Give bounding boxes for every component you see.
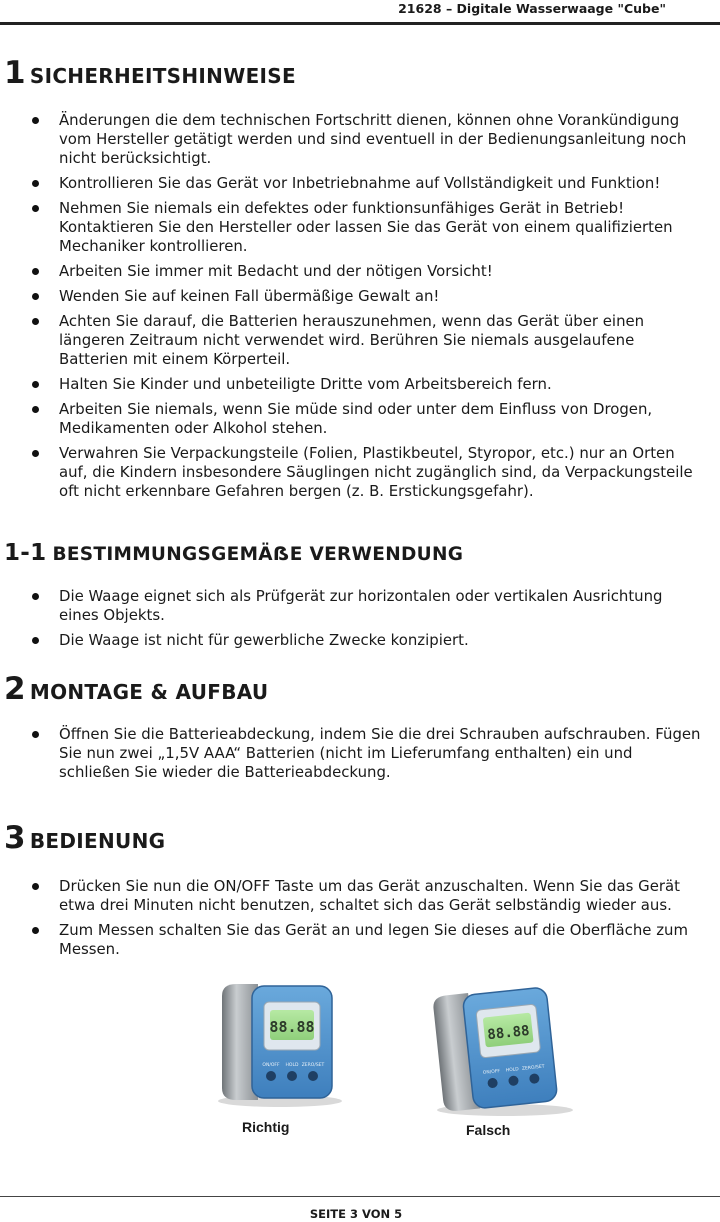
document-title: 21628 – Digitale Wasserwaage "Cube" bbox=[398, 1, 666, 16]
section-heading-2 bbox=[4, 671, 268, 707]
button-label: ZERO/SET bbox=[301, 1063, 325, 1068]
lcd-reading: 88.88 bbox=[486, 1022, 531, 1044]
button-label: ON/OFF bbox=[262, 1063, 280, 1068]
bullet-icon bbox=[32, 381, 39, 388]
section-number: 2 bbox=[4, 671, 26, 707]
page-header bbox=[0, 0, 720, 25]
bullet-icon bbox=[32, 268, 39, 275]
list-item: Nehmen Sie niemals ein defektes oder funktionsunfähiges Gerät in Betrieb! Kontaktieren Sie den Hersteller oder lassen Sie das Gerät von einem qualifizierten Mechaniker kontrollieren. bbox=[0, 199, 720, 256]
button-label: HOLD bbox=[505, 1067, 520, 1074]
bullet-icon bbox=[32, 637, 39, 644]
level-usage-figure bbox=[0, 978, 720, 1158]
list-item: Änderungen die dem technischen Fortschritt dienen, können ohne Vorankündigung vom Hersteller getätigt werden und sind eventuell in der Bedienungsanleitung noch nicht berücksichtigt. bbox=[0, 111, 720, 168]
section-title: SICHERHEITSHINWEISE bbox=[29, 64, 296, 88]
section-title: MONTAGE & AUFBAU bbox=[29, 680, 269, 704]
list-item: Zum Messen schalten Sie das Gerät an und legen Sie dieses auf die Oberfläche zum Messen. bbox=[0, 921, 720, 959]
caption-wrong: Falsch bbox=[466, 1122, 511, 1138]
bullet-icon bbox=[32, 731, 39, 738]
section-number: 1 bbox=[4, 55, 26, 91]
bullet-icon bbox=[32, 293, 39, 300]
safety-list bbox=[0, 111, 720, 507]
section-heading-1 bbox=[4, 55, 296, 91]
caption-correct: Richtig bbox=[242, 1119, 290, 1135]
section-number: 3 bbox=[4, 820, 26, 856]
page-footer bbox=[0, 1196, 720, 1222]
bullet-icon bbox=[32, 406, 39, 413]
device-wrong bbox=[432, 985, 573, 1116]
bullet-icon bbox=[32, 883, 39, 890]
section-number: 1-1 bbox=[4, 540, 47, 566]
button-label: ON/OFF bbox=[482, 1069, 501, 1076]
bullet-icon bbox=[32, 593, 39, 600]
list-item: Kontrollieren Sie das Gerät vor Inbetriebnahme auf Vollständigkeit und Funktion! bbox=[0, 174, 720, 193]
bullet-icon bbox=[32, 180, 39, 187]
list-item: Verwahren Sie Verpackungsteile (Folien, Plastikbeutel, Styropor, etc.) nur an Orten auf, die Kindern insbesondere Säuglingen nicht zugänglich sind, da Verpackungsteile oft nicht erkennbare Gefahren bergen (z. B. Erstickungsgefahr). bbox=[0, 444, 720, 501]
list-item: Arbeiten Sie niemals, wenn Sie müde sind oder unter dem Einfluss von Drogen, Medikamenten oder Alkohol stehen. bbox=[0, 400, 720, 438]
button-label: ZERO/SET bbox=[521, 1064, 545, 1072]
bullet-icon bbox=[32, 927, 39, 934]
section-title: BEDIENUNG bbox=[29, 829, 166, 853]
list-item: Wenden Sie auf keinen Fall übermäßige Gewalt an! bbox=[0, 287, 720, 306]
page-number: SEITE 3 VON 5 bbox=[309, 1207, 403, 1221]
section-heading-1-1 bbox=[4, 540, 463, 566]
section-heading-3 bbox=[4, 820, 165, 856]
list-item: Drücken Sie nun die ON/OFF Taste um das Gerät anzuschalten. Wenn Sie das Gerät etwa drei Minuten nicht benutzen, schaltet sich das Gerät selbständig wieder aus. bbox=[0, 877, 720, 915]
bullet-icon bbox=[32, 318, 39, 325]
bullet-icon bbox=[32, 205, 39, 212]
usage-list bbox=[0, 587, 720, 656]
bullet-icon bbox=[32, 450, 39, 457]
button-label: HOLD bbox=[285, 1063, 299, 1068]
devices-illustration bbox=[0, 978, 720, 1158]
section-title: BESTIMMUNGSGEMÄẞE VERWENDUNG bbox=[52, 544, 464, 565]
operation-list bbox=[0, 877, 720, 965]
list-item: Die Waage ist nicht für gewerbliche Zwecke konzipiert. bbox=[0, 631, 720, 650]
bullet-icon bbox=[32, 117, 39, 124]
list-item: Die Waage eignet sich als Prüfgerät zur horizontalen oder vertikalen Ausrichtung eines Objekts. bbox=[0, 587, 720, 625]
list-item: Arbeiten Sie immer mit Bedacht und der nötigen Vorsicht! bbox=[0, 262, 720, 281]
lcd-reading: 88.88 bbox=[269, 1018, 315, 1036]
device-correct bbox=[218, 984, 342, 1107]
list-item: Öffnen Sie die Batterieabdeckung, indem Sie die drei Schrauben aufschrauben. Fügen Sie nun zwei „1,5V AAA“ Batterien (nicht im Lieferumfang enthalten) ein und schließen Sie wieder die Batterieabdeckung. bbox=[0, 725, 720, 782]
list-item: Achten Sie darauf, die Batterien herauszunehmen, wenn das Gerät über einen längeren Zeitraum nicht verwendet wird. Berühren Sie niemals ausgelaufene Batterien mit einem Körperteil. bbox=[0, 312, 720, 369]
assembly-list bbox=[0, 725, 720, 788]
list-item: Halten Sie Kinder und unbeteiligte Dritte vom Arbeitsbereich fern. bbox=[0, 375, 720, 394]
